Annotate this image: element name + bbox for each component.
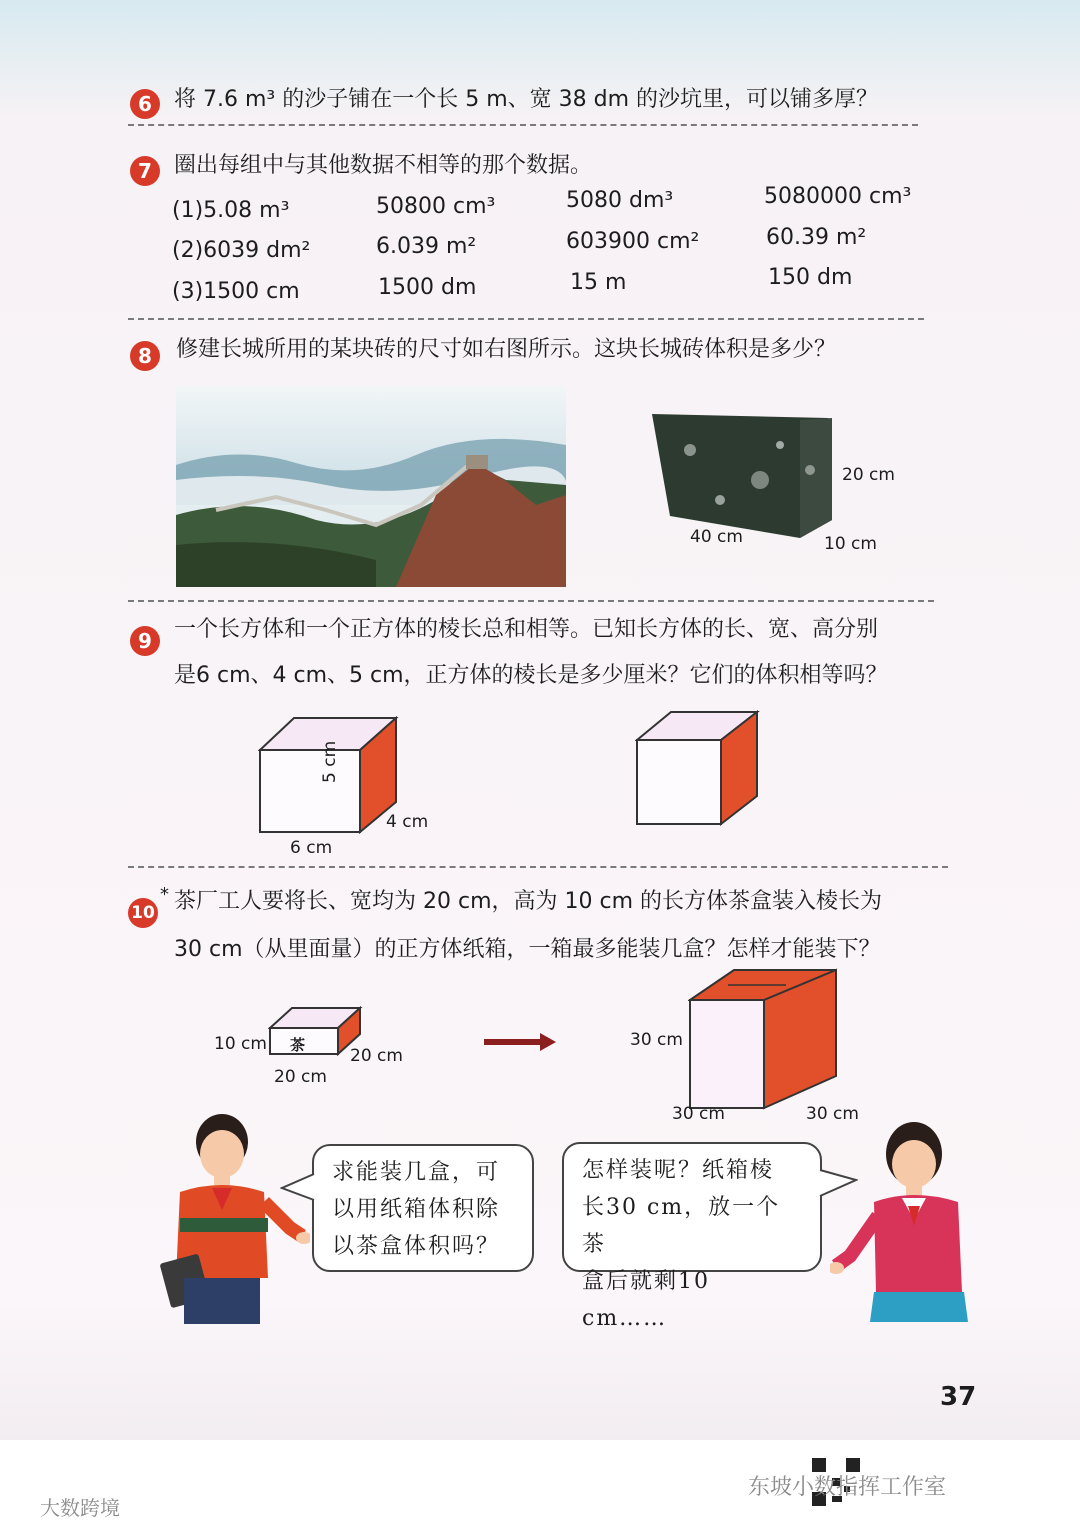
tea-box-length-label: 20 cm (274, 1067, 327, 1087)
bubble-line: 以茶盒体积吗？ (332, 1234, 501, 1259)
girl-speech-bubble (562, 1142, 822, 1331)
question-number-8: 8 (130, 341, 160, 371)
question-number-6: 6 (130, 89, 160, 119)
bubble-tail (280, 1170, 316, 1206)
watermark-right: 东坡小数指挥工作室 (748, 1475, 947, 1500)
carton-cube-figure (688, 968, 840, 1112)
bubble-line: 长30 cm，放一个茶 (582, 1195, 781, 1257)
q7-cell: (3)1500 cm (172, 279, 300, 304)
bubble-line: 盒后就剩10 cm…… (582, 1269, 710, 1331)
q7-cell: 603900 cm² (566, 229, 700, 254)
tea-box-height-label: 10 cm (214, 1034, 267, 1054)
q7-cell: (2)6039 dm² (172, 238, 311, 263)
great-wall-photo (176, 385, 566, 587)
question-9-line-1: 一个长方体和一个正方体的棱长总和相等。已知长方体的长、宽、高分别 (174, 617, 879, 642)
tea-box-char: 茶 (290, 1036, 306, 1054)
q7-cell: 60.39 m² (766, 225, 867, 250)
question-8-text: 修建长城所用的某块砖的尺寸如右图所示。这块长城砖体积是多少？ (176, 337, 837, 362)
question-7-text: 圈出每组中与其他数据不相等的那个数据。 (174, 153, 593, 178)
question-number-10: 10 (128, 898, 158, 928)
tea-box-width-label: 20 cm (350, 1046, 403, 1066)
question-number-9: 9 (130, 626, 160, 656)
q7-cell: (1)5.08 m³ (172, 198, 290, 223)
question-9-line-2: 是6 cm、4 cm、5 cm，正方体的棱长是多少厘米？它们的体积相等吗？ (174, 663, 888, 688)
girl-character (830, 1116, 970, 1322)
page-number: 37 (940, 1382, 977, 1412)
question-6-text: 将 7.6 m³ 的沙子铺在一个长 5 m、宽 38 dm 的沙坑里，可以铺多厚？ (174, 87, 879, 112)
brick-illustration (650, 410, 840, 545)
arrow-icon (484, 1032, 556, 1052)
cuboid-length-label: 6 cm (290, 838, 333, 858)
brick-width-label: 10 cm (824, 534, 877, 554)
question-10-line-2: 30 cm（从里面量）的正方体纸箱，一箱最多能装几盒？怎样才能装下？ (174, 937, 881, 962)
q7-cell: 5080000 cm³ (764, 184, 912, 209)
q7-cell: 50800 cm³ (376, 194, 496, 219)
boy-character (150, 1108, 310, 1324)
divider (128, 318, 924, 320)
q7-cell: 6.039 m² (376, 234, 477, 259)
question-10-line-1: 茶厂工人要将长、宽均为 20 cm，高为 10 cm 的长方体茶盒装入棱长为 (174, 889, 883, 914)
divider (128, 124, 918, 126)
divider (128, 866, 948, 868)
boy-speech-bubble (312, 1144, 534, 1272)
q7-cell: 150 dm (768, 265, 853, 290)
q7-cell: 5080 dm³ (566, 188, 674, 213)
cuboid-height-label: 5 cm (320, 740, 340, 783)
divider (128, 600, 934, 602)
brick-length-label: 40 cm (690, 527, 743, 547)
carton-width-label: 30 cm (806, 1104, 859, 1124)
watermark-left: 大数跨境 (40, 1496, 120, 1520)
cube-figure (635, 710, 761, 828)
question-number-7: 7 (130, 156, 160, 186)
optional-star: * (160, 884, 169, 905)
bubble-line: 求能装几盒，可 (332, 1160, 501, 1185)
bubble-line: 怎样装呢？纸箱棱 (582, 1158, 775, 1183)
carton-height-label: 30 cm (630, 1030, 683, 1050)
carton-length-label: 30 cm (672, 1104, 725, 1124)
q7-cell: 15 m (570, 270, 627, 295)
q7-cell: 1500 dm (378, 275, 477, 300)
cuboid-width-label: 4 cm (386, 812, 429, 832)
bubble-line: 以用纸箱体积除 (332, 1197, 501, 1222)
brick-height-label: 20 cm (842, 465, 895, 485)
